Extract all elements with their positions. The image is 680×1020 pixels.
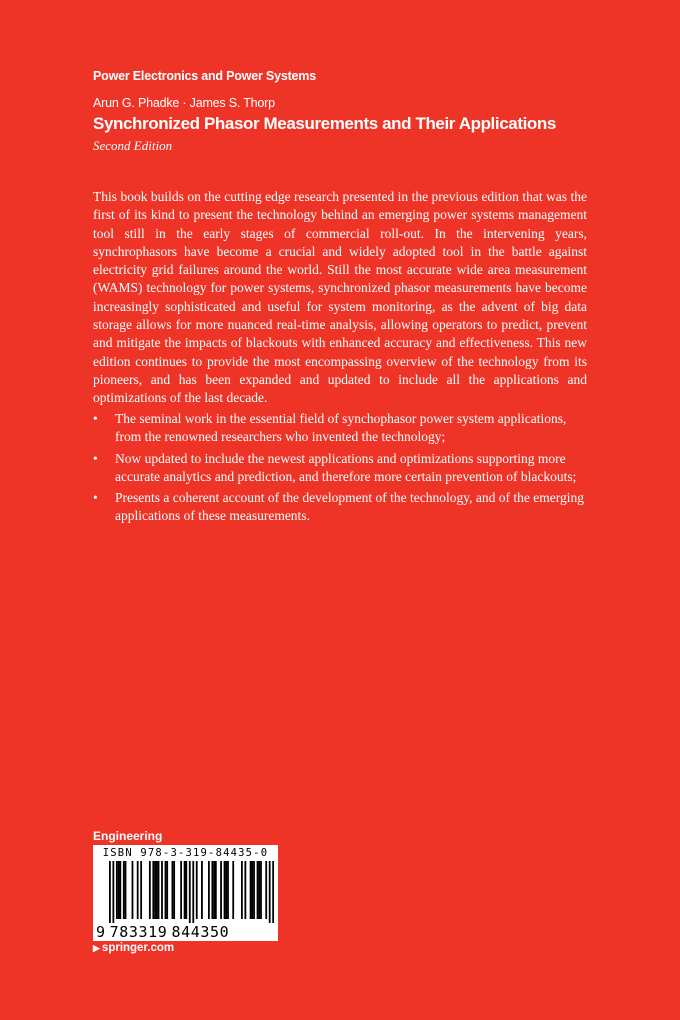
barcode-bar (241, 861, 243, 919)
barcode-bar (220, 861, 222, 919)
barcode-bar (215, 861, 217, 919)
barcode-bar (189, 861, 191, 923)
publisher-url: springer.com (101, 942, 175, 954)
barcode-bar (109, 861, 111, 923)
barcode-bar (192, 861, 194, 923)
barcode-bar (165, 861, 167, 919)
barcode-bar (211, 861, 213, 919)
barcode-bar (253, 861, 255, 919)
description-paragraph: This book builds on the cutting edge research presented in the previous edition that was the first of its kind to present the technology behind an emerging power systems management tool still in the early stages of commercial roll-out. In the intervening years, synchrophasors have become a crucial and widely adopted tool in the battle against electricity grid failures around the world. Still the most accurate wide area measurement (WAMS) technology for power systems, synchronized phasor measurements have become increasingly sophisticated and useful for system monitoring, as the advent of big data storage allows for more nuanced real-time analysis, allowing operators to predict, prevent and mitigate the impacts of blackouts with enhanced accuracy and effectiveness. This new edition continues to provide the most encompassing overview of the technology from its pioneers, and has been expanded and updated to include all the applications and optimizations of the last decade. (93, 189, 587, 406)
authors: Arun G. Phadke · James S. Thorp (93, 96, 275, 110)
barcode-bar (201, 861, 203, 919)
barcode-bar (137, 861, 139, 919)
play-arrow-icon: ▶ (93, 943, 100, 953)
barcode-bar (224, 861, 226, 919)
barcode-bar (140, 861, 142, 919)
list-item-text: Presents a coherent account of the development of the technology, and of the emerging applications of these measurements. (115, 490, 584, 524)
barcode-bar (156, 861, 158, 919)
barcode-bar (227, 861, 229, 919)
list-item-text: Now updated to include the newest applications and optimizations supporting more accurate analytics and prediction, and therefore more certain prevention of blackouts; (115, 450, 577, 484)
ean-right-group: 844350 (171, 923, 230, 941)
barcode-bar (123, 861, 125, 919)
book-title: Synchronized Phasor Measurements and Their Applications (93, 114, 556, 133)
barcode-bar (250, 861, 252, 919)
series-name: Power Electronics and Power Systems (93, 69, 316, 83)
subject-category: Engineering (93, 829, 163, 843)
barcode-bar (258, 861, 260, 919)
barcode-bar (149, 861, 151, 919)
publisher-link[interactable] (93, 942, 174, 954)
bullet-icon: • (93, 450, 98, 466)
bullet-icon: • (93, 411, 98, 426)
list-item-text: The seminal work in the essential field of synchophasor power system applications, from the renowned researchers who invented the technology; (115, 411, 567, 445)
barcode-bar (272, 861, 274, 923)
barcode-bar (172, 861, 174, 919)
list-item (93, 489, 587, 526)
barcode-bar (152, 861, 154, 919)
barcode-icon (109, 861, 274, 923)
barcode-bar (257, 861, 259, 919)
isbn-barcode (93, 845, 278, 941)
barcode-bar (116, 861, 118, 919)
barcode-bar (208, 861, 210, 919)
barcode-bar (125, 861, 127, 919)
barcode-bar (158, 861, 160, 919)
barcode-bar (213, 861, 215, 919)
barcode-bar (185, 861, 187, 919)
barcode-bar (118, 861, 120, 919)
barcode-bar (196, 861, 198, 919)
barcode-bar (184, 861, 186, 919)
barcode-bar (225, 861, 227, 919)
list-item (93, 410, 587, 447)
feature-list (93, 410, 587, 529)
list-item (93, 450, 587, 487)
barcode-bar (112, 861, 114, 923)
barcode-bar (166, 861, 168, 919)
barcode-bar (180, 861, 182, 919)
barcode-bar (154, 861, 156, 919)
bullet-icon: • (93, 490, 98, 506)
isbn-number: ISBN 978-3-319-84435-0 (102, 847, 269, 859)
barcode-bar (232, 861, 234, 919)
barcode-bar (244, 861, 246, 919)
barcode-bar (269, 861, 271, 923)
ean-first-digit: 9 (96, 923, 106, 941)
barcode-bar (119, 861, 121, 919)
barcode-bar (260, 861, 262, 919)
barcode-bar (251, 861, 253, 919)
barcode-bar (265, 861, 267, 919)
barcode-bar (161, 861, 163, 919)
barcode-bar (173, 861, 175, 919)
ean-digits (93, 924, 278, 940)
edition-label: Second Edition (93, 138, 173, 153)
ean-left-group: 783319 (109, 923, 168, 941)
barcode-bar (132, 861, 134, 919)
